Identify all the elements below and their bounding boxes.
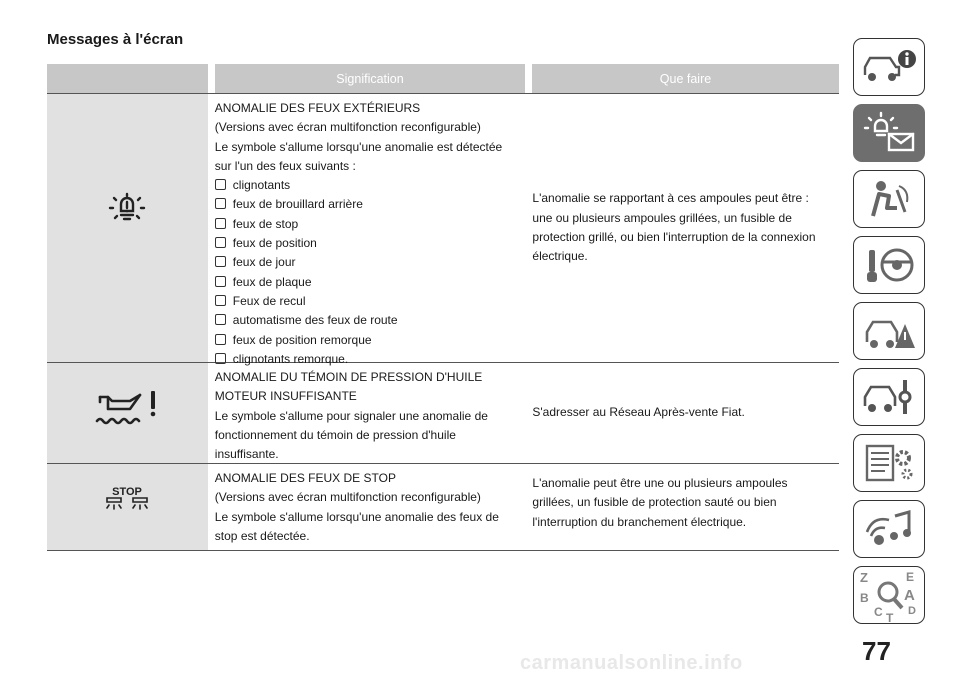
signification-text: (Versions avec écran multifonction reconfigurable) [214,120,481,135]
signification-cell [215,464,525,550]
emergency-accident-icon [859,308,919,354]
signification-text: insuffisante. [214,447,279,462]
warning-lights-messages-icon [859,110,919,156]
signification-text: Le symbole s'allume lorsqu'une anomalie des feux de [214,509,499,524]
checkbox-bullet-icon [215,218,226,229]
messages-table [47,64,839,551]
signification-heading: MOTEUR INSUFFISANTE [214,389,357,404]
page-number: 77 [862,636,891,666]
tab-maintenance[interactable] [853,368,925,426]
signification-text: stop est détectée. [214,528,310,543]
table-row [47,94,839,366]
checkbox-bullet-icon [215,295,226,306]
tab-technical-data[interactable] [853,434,925,492]
checkbox-bullet-icon [215,256,226,267]
signification-heading: ANOMALIE DES FEUX DE STOP [214,471,396,485]
exterior-lamp-failure-icon [107,192,147,232]
page-title: Messages à l'écran [47,31,184,48]
table-row [47,464,839,551]
list-item: feux de position [215,234,525,253]
que-faire-text: S'adresser au Réseau Après-vente Fiat. [532,405,745,420]
signification-text: fonctionnement du témoin de pression d'huile [214,427,456,442]
car-maintenance-icon [859,374,919,420]
checkbox-bullet-icon [215,179,226,190]
svg-text:A: A [904,587,915,604]
que-faire-cell [532,363,839,463]
svg-text:Z: Z [860,570,868,585]
list-item: clignotants remorque. [215,350,525,369]
index-search-icon [856,568,922,622]
list-item: feux de position remorque [215,331,525,350]
tab-safety[interactable] [853,170,925,228]
list-item: automatisme des feux de route [215,311,525,330]
svg-text:C: C [874,605,883,619]
checkbox-bullet-icon [215,198,226,209]
list-item: feux de stop [215,215,525,234]
checkbox-bullet-icon [215,314,226,325]
table-header [47,64,839,94]
tab-index[interactable] [853,566,925,624]
tab-warning-lights-messages[interactable] [853,104,925,162]
signification-cell [214,94,525,366]
technical-data-icon [859,440,919,486]
svg-text:D: D [908,605,916,617]
list-item: Feux de recul [215,292,525,311]
list-item: feux de brouillard arrière [215,195,525,214]
header-signification: Signification [215,64,525,93]
safety-seat-airbag-icon [859,176,919,222]
multimedia-icon [859,506,919,552]
signification-heading: ANOMALIE DU TÉMOIN DE PRESSION D'HUILE [214,370,483,384]
icon-cell [47,94,208,362]
svg-text:B: B [860,591,869,605]
checkbox-bullet-icon [215,334,226,345]
signification-text: sur l'un des feux suivants : [214,158,356,173]
tab-emergency[interactable] [853,302,925,360]
que-faire-cell [532,464,839,550]
stop-icon-text: STOP [112,486,143,498]
list-item: feux de plaque [215,273,525,292]
watermark: carmanualsonline.info [520,652,743,674]
icon-cell [47,363,208,463]
header-que-faire: Que faire [532,64,839,93]
tab-multimedia[interactable] [853,500,925,558]
table-row [47,363,839,464]
checkbox-bullet-icon [215,237,226,248]
oil-pressure-sensor-failure-icon [92,387,162,427]
car-info-icon [859,45,919,89]
signification-text: (Versions avec écran multifonction reconfigurable) [214,490,481,505]
header-icon-column [47,64,208,93]
checkbox-bullet-icon [215,276,226,287]
que-faire-text: L'anomalie se rapportant à ces ampoules peut être : une ou plusieurs ampoules grillées, un fusible de protection grillé, ou bien l'interruption de la connexion électrique. [532,191,816,264]
icon-cell [47,464,208,550]
tab-car-info[interactable] [853,38,925,96]
key-steering-wheel-icon [859,242,919,288]
que-faire-text: L'anomalie peut être une ou plusieurs ampoules grillées, un fusible de protection sauté ou bien l'interruption du branchement électrique. [532,476,788,529]
list-item: feux de jour [215,253,525,272]
list-item: clignotants [215,176,525,195]
que-faire-cell [532,94,839,362]
stop-lamp-failure-icon [101,484,153,510]
tab-key-steering[interactable] [853,236,925,294]
signification-text: Le symbole s'allume lorsqu'une anomalie est détectée [214,139,503,154]
signification-text: Le symbole s'allume pour signaler une anomalie de [214,408,488,423]
signification-heading: ANOMALIE DES FEUX EXTÉRIEURS [214,101,421,115]
signification-cell [215,363,525,463]
svg-text:E: E [906,570,915,584]
svg-text:T: T [886,611,894,622]
